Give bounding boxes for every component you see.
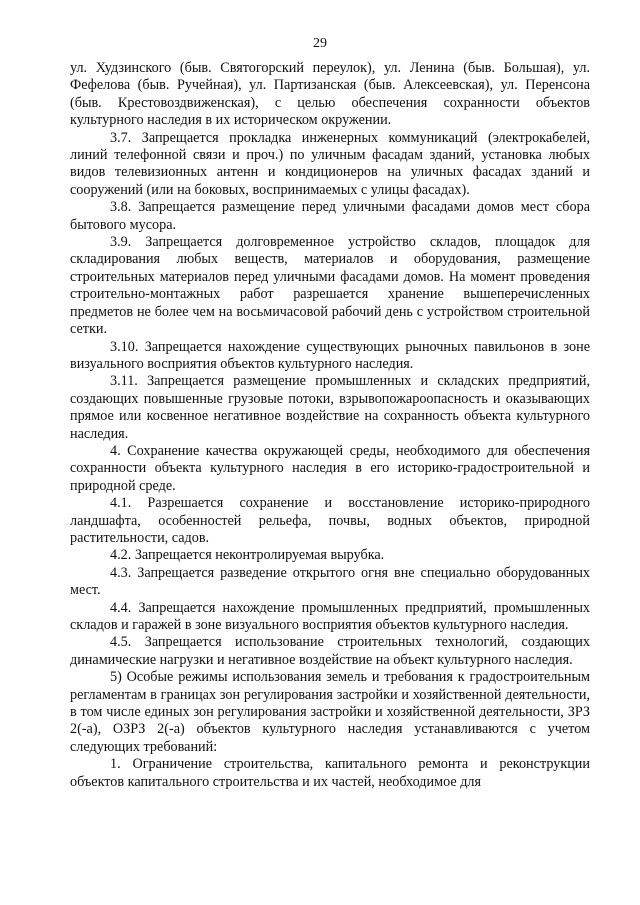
paragraph-4-5: 4.5. Запрещается использование строительных технологий, создающих динамические нагрузки и негативное воздействие на объект культурного наследия. bbox=[70, 634, 590, 668]
paragraph-3-8: 3.8. Запрещается размещение перед уличными фасадами домов мест сбора бытового мусора. bbox=[70, 199, 590, 233]
paragraph-3-10: 3.10. Запрещается нахождение существующих рыночных павильонов в зоне визуального восприятия объектов культурного наследия. bbox=[70, 338, 590, 372]
paragraph-3-7: 3.7. Запрещается прокладка инженерных коммуникаций (электрокабелей, линий телефонной связи и проч.) по уличным фасадам зданий, установка любых видов телевизионных антенн и кондиционеров на уличных фасадах зданий и сооружений (или на боковых, воспринимаемых с улицы фасадах). bbox=[70, 129, 590, 198]
paragraph-4-2: 4.2. Запрещается неконтролируемая вырубка. bbox=[110, 547, 385, 564]
document-body bbox=[70, 60, 590, 791]
paragraph-5-1: 1. Ограничение строительства, капитального ремонта и реконструкции объектов капитального строительства и их частей, необходимое для bbox=[70, 756, 590, 790]
page-number: 29 bbox=[313, 36, 327, 51]
paragraph-3-11: 3.11. Запрещается размещение промышленных и складских предприятий, создающих повышенные грузовые потоки, взрывопожароопасность и оказывающих прямое или косвенное негативное воздействие на сохранность объекта культурного наследия. bbox=[70, 373, 590, 442]
paragraph-3-9: 3.9. Запрещается долговременное устройство складов, площадок для складирования любых веществ, материалов и оборудования, размещение строительных материалов перед уличными фасадами домов. На момент проведения строительно-монтажных работ разрешается хранение вышеперечисленных предметов не более чем на восьмичасовой рабочий день с устройством строительной сетки. bbox=[70, 234, 590, 338]
paragraph-4-1: 4.1. Разрешается сохранение и восстановление историко-природного ландшафта, особенностей рельефа, почвы, водных объектов, природной растительности, садов. bbox=[70, 495, 590, 546]
paragraph-5: 5) Особые режимы использования земель и требования к градостроительным регламентам в границах зон регулирования застройки и хозяйственной деятельности, в том числе единых зон регулирования застройки и хозяйственной деятельности, ЗРЗ 2(-а), ОЗРЗ 2(-а) объектов культурного наследия устанавливаются с учетом следующих требований: bbox=[70, 669, 590, 755]
paragraph-4-3: 4.3. Запрещается разведение открытого огня вне специально оборудованных мест. bbox=[70, 564, 590, 599]
paragraph-4-4: 4.4. Запрещается нахождение промышленных предприятий, промышленных складов и гаражей в зоне визуального восприятия объектов культурного наследия. bbox=[70, 599, 590, 633]
paragraph-street-list: ул. Худзинского (быв. Святогорский переулок), ул. Ленина (быв. Большая), ул. Фефелова (быв. Ручейная), ул. Партизанская (быв. Алексеевская), ул. Перенсона (быв. Крестовоздвиженская), с целью обеспечения сохранности объектов культурного наследия в их историческом окружении. bbox=[70, 60, 590, 129]
paragraph-4: 4. Сохранение качества окружающей среды, необходимого для обеспечения сохранности объекта культурного наследия в его историко-градостроительной и природной среде. bbox=[70, 442, 590, 494]
